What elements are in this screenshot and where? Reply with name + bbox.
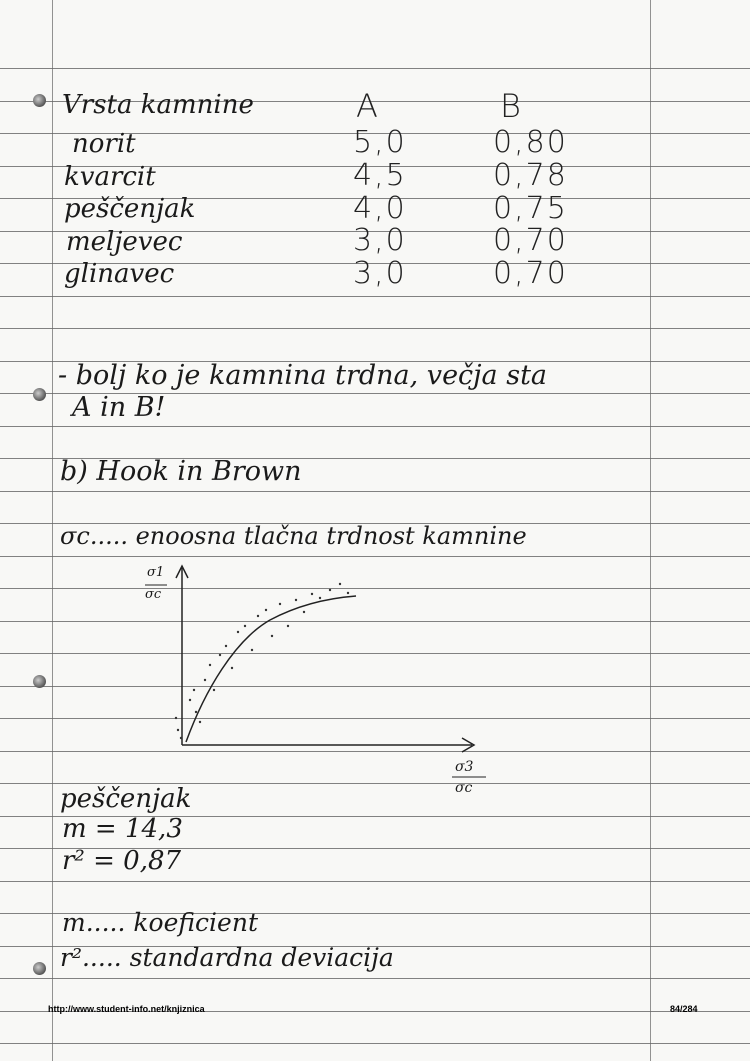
table-row-a: 3,0 <box>353 256 407 291</box>
y-label-numerator: σ1 <box>147 565 165 580</box>
x-label-numerator: σ3 <box>455 759 474 775</box>
example-r2-value: r² = 0,87 <box>62 846 182 876</box>
sigma-c-definition: σc..... enoosna tlačna trdnost kamnine <box>60 522 527 550</box>
page-number: 84/284 <box>670 1004 698 1014</box>
table-row-name: norit <box>72 129 136 159</box>
measurement-points <box>175 583 349 739</box>
note-line-1: - bolj ko je kamnina trdna, večja sta <box>58 360 548 391</box>
note-line-2: A in B! <box>72 392 166 423</box>
table-row-name: peščenjak <box>64 194 196 224</box>
table-header-b: B <box>500 87 523 125</box>
m-definition: m..... koeficient <box>62 908 258 937</box>
table-row-a: 4,0 <box>353 191 407 226</box>
example-title: peščenjak <box>60 784 192 814</box>
x-label-denominator: σc <box>455 780 473 796</box>
table-row-a: 5,0 <box>353 125 407 160</box>
table-row-a: 3,0 <box>353 223 407 258</box>
y-label-denominator: σc <box>145 587 162 602</box>
table-row-a: 4,5 <box>353 158 407 193</box>
table-row-b: 0,80 <box>493 125 568 160</box>
footer-url[interactable]: http://www.student-info.net/knjiznica <box>48 1004 205 1014</box>
table-row-b: 0,75 <box>493 191 568 226</box>
envelope-curve <box>186 596 356 742</box>
table-row-name: kvarcit <box>64 162 156 192</box>
table-row-b: 0,70 <box>493 256 568 291</box>
example-m-value: m = 14,3 <box>62 814 183 844</box>
table-header-rock-type: Vrsta kamnine <box>62 90 254 120</box>
table-row-name: glinavec <box>64 259 175 289</box>
table-header-a: A <box>356 87 380 125</box>
table-row-b: 0,70 <box>493 223 568 258</box>
section-b-heading: b) Hook in Brown <box>60 456 302 487</box>
table-row-b: 0,78 <box>493 158 568 193</box>
table-row-name: meljevec <box>66 227 183 257</box>
r2-definition: r²..... standardna deviacija <box>60 943 394 972</box>
